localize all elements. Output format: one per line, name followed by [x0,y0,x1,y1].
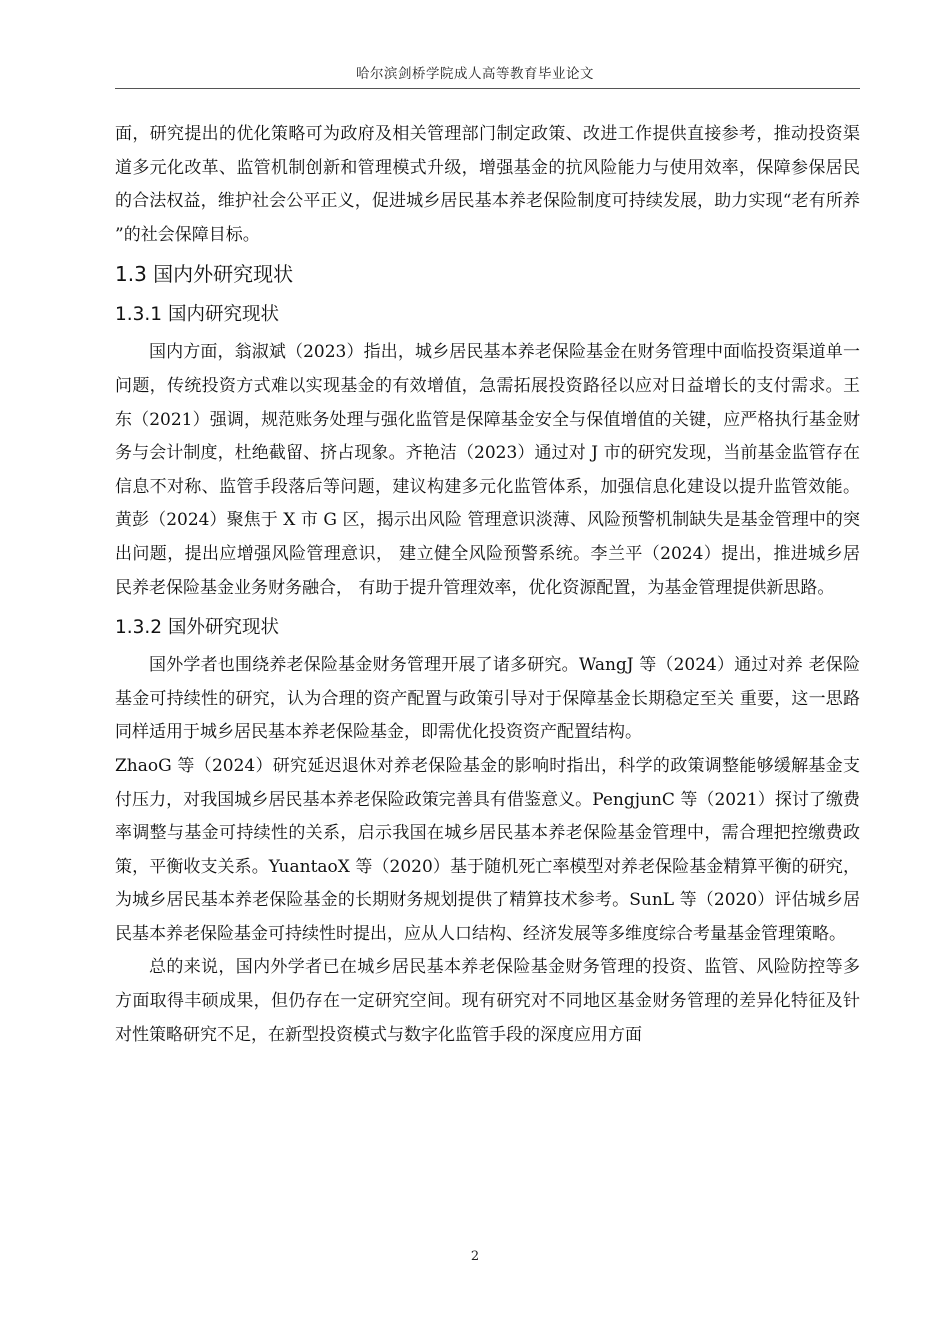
paragraph-intro-continued: 面，研究提出的优化策略可为政府及相关管理部门制定政策、改进工作提供直接参考，推动投资渠道多元化改革、监管机制创新和管理模式升级，增强基金的抗风险能力与使用效率，保障参保居民的合法权益，维护社会公平正义，促进城乡居民基本养老保险制度可持续发展，助力实现“老有所养 ”的社会保障目标。 [115,124,860,245]
page-number: 2 [470,1249,480,1264]
subsection-heading-1-3-2: 1.3.2 国外研究现状 [115,617,279,639]
paragraph-summary: 总的来说，国内外学者已在城乡居民基本养老保险基金财务管理的投资、监管、风险防控等多方面取得丰硕成果，但仍存在一定研究空间。现有研究对不同地区基金财务管理的差异化特征及针对性策略研究不足，在新型投资模式与数字化监管手段的深度应用方面 [115,957,860,1045]
running-header: 哈尔滨剑桥学院成人高等教育毕业论文 [356,66,594,82]
subsection-heading-1-3-1: 1.3.1 国内研究现状 [115,304,279,326]
section-heading-1-3: 1.3 国内外研究现状 [115,262,294,287]
paragraph-domestic-research: 国内方面，翁淑斌（2023）指出，城乡居民基本养老保险基金在财务管理中面临投资渠道单一问题，传统投资方式难以实现基金的有效增值，急需拓展投资路径以应对日益增长的支付需求。王东（2021）强调，规范账务处理与强化监管是保障基金安全与保值增值的关键，应严格执行基金财务与会计制度，杜绝截留、挤占现象。齐艳洁（2023）通过对 J 市的研究发现，当前基金监管存在信息不对称、监管手段落后等问题，建议构建多元化监管体系，加强信息化建设以提升监管效能。黄彭（2024）聚焦于 X 市 G 区，揭示出风险 管理意识淡薄、风险预警机制缺失是基金管理中的突出问题，提出应增强风险管理意识， 建立健全风险预警系统。李兰平（2024）提出，推进城乡居民养老保险基金业务财务融合， 有助于提升管理效率，优化资源配置，为基金管理提供新思路。 [115,342,860,598]
body-text [115,118,860,1052]
header-rule [115,88,860,89]
paragraph-foreign-research-2: ZhaoG 等（2024）研究延迟退休对养老保险基金的影响时指出，科学的政策调整能够缓解基金支付压力，对我国城乡居民基本养老保险政策完善具有借鉴意义。PengjunC 等（2021）探讨了缴费率调整与基金可持续性的关系，启示我国在城乡居民基本养老保险基金管理中，需合理把控缴费政策，平衡收支关系。YuantaoX 等（2020）基于随机死亡率模型对养老保险基金精算平衡的研究，为城乡居民基本养老保险基金的长期财务规划提供了精算技术参考。SunL 等（2020）评估城乡居民基本养老保险基金可持续性时提出，应从人口结构、经济发展等多维度综合考量基金管理策略。 [115,755,860,944]
paragraph-foreign-research-1: 国外学者也围绕养老保险基金财务管理开展了诸多研究。WangJ 等（2024）通过对养 老保险基金可持续性的研究，认为合理的资产配置与政策引导对于保障基金长期稳定至关 重要，这一思路同样适用于城乡居民基本养老保险基金，即需优化投资资产配置结构。 [115,655,860,743]
